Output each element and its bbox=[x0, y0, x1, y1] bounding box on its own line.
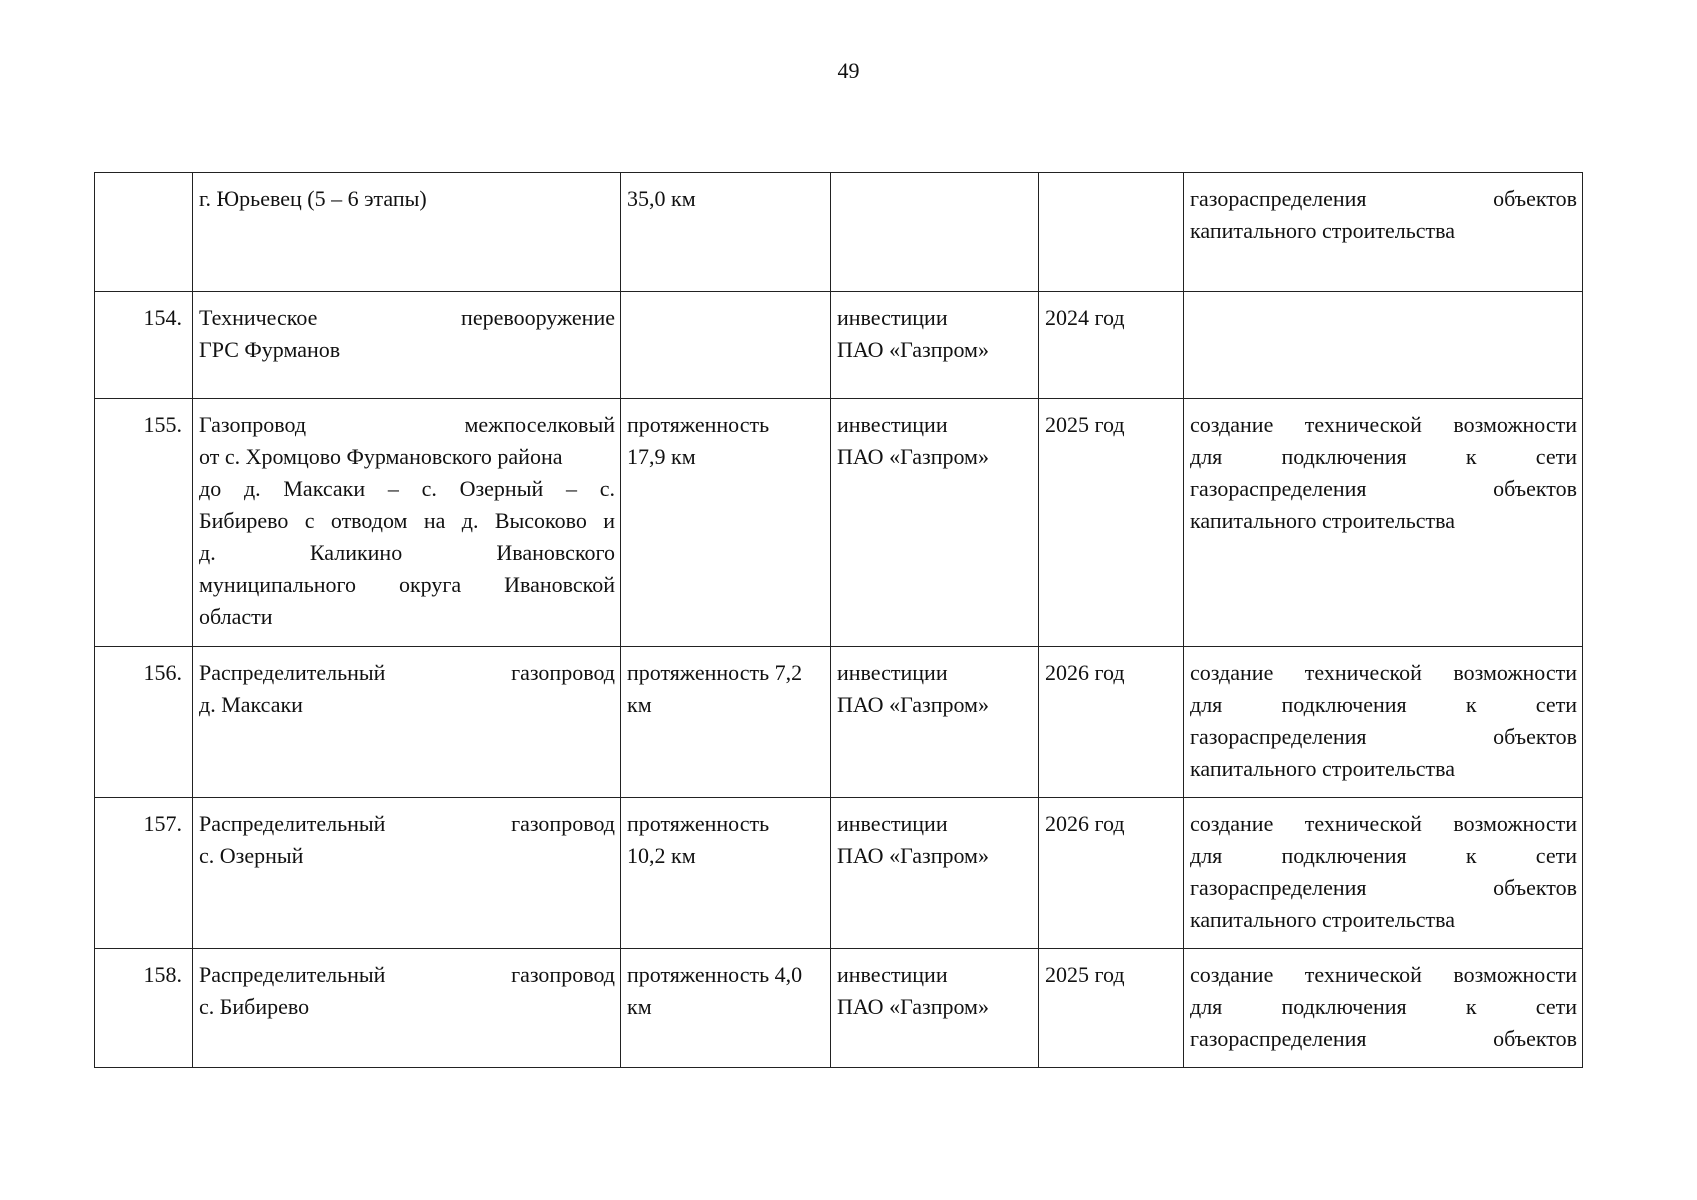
length-cell bbox=[621, 292, 831, 399]
length-cell-line: протяженность 4,0 bbox=[627, 962, 803, 987]
purpose-cell-line: для подключения к сети bbox=[1190, 444, 1577, 469]
purpose-cell-line: газораспределения объектов bbox=[1190, 724, 1577, 749]
object-name-cell-line: Распределительный газопровод bbox=[199, 811, 615, 836]
length-cell-line: км bbox=[627, 692, 652, 717]
length-cell-line: 35,0 км bbox=[627, 186, 696, 211]
row-number: 157. bbox=[95, 798, 193, 949]
length-cell bbox=[621, 647, 831, 798]
length-cell bbox=[621, 173, 831, 292]
year-cell bbox=[1039, 173, 1184, 292]
funding-source-cell-line: инвестиции bbox=[837, 962, 948, 987]
page-number: 49 bbox=[837, 58, 860, 83]
funding-source-cell-line: ПАО «Газпром» bbox=[837, 444, 989, 469]
purpose-cell-line: газораспределения объектов bbox=[1190, 476, 1577, 501]
object-name-cell-line: д. Каликино Ивановского bbox=[199, 540, 615, 565]
purpose-cell bbox=[1184, 173, 1583, 292]
purpose-cell-line: для подключения к сети bbox=[1190, 994, 1577, 1019]
purpose-cell-line: создание технической возможности bbox=[1190, 962, 1577, 987]
purpose-cell-line: создание технической возможности bbox=[1190, 811, 1577, 836]
funding-source-cell bbox=[831, 399, 1039, 647]
object-name-cell-line: д. Максаки bbox=[199, 692, 303, 717]
purpose-cell bbox=[1184, 798, 1583, 949]
object-name-cell bbox=[193, 292, 621, 399]
object-name-cell-line: Распределительный газопровод bbox=[199, 962, 615, 987]
purpose-cell-line: капитального строительства bbox=[1190, 907, 1456, 932]
length-cell bbox=[621, 399, 831, 647]
length-cell-line: 10,2 км bbox=[627, 843, 696, 868]
purpose-cell bbox=[1184, 399, 1583, 647]
object-name-cell-line: ГРС Фурманов bbox=[199, 337, 341, 362]
object-name-cell bbox=[193, 647, 621, 798]
purpose-cell-line: газораспределения объектов bbox=[1190, 186, 1577, 211]
table-row bbox=[95, 647, 1583, 798]
row-number: 156. bbox=[95, 647, 193, 798]
table-row bbox=[95, 949, 1583, 1068]
funding-source-cell bbox=[831, 798, 1039, 949]
object-name-cell-line: Бибирево с отводом на д. Высоково и bbox=[199, 508, 615, 533]
purpose-cell-line: газораспределения объектов bbox=[1190, 875, 1577, 900]
funding-source-cell bbox=[831, 949, 1039, 1068]
length-cell-line: протяженность 7,2 bbox=[627, 660, 803, 685]
gas-projects-table bbox=[94, 172, 1583, 1068]
funding-source-cell-line: ПАО «Газпром» bbox=[837, 692, 989, 717]
year-cell: 2025 год bbox=[1039, 399, 1184, 647]
object-name-cell-line: до д. Максаки – с. Озерный – с. bbox=[199, 476, 615, 501]
row-number: 154. bbox=[95, 292, 193, 399]
year-cell: 2024 год bbox=[1039, 292, 1184, 399]
table-row bbox=[95, 798, 1583, 949]
purpose-cell-line: капитального строительства bbox=[1190, 218, 1456, 243]
length-cell bbox=[621, 798, 831, 949]
length-cell bbox=[621, 949, 831, 1068]
funding-source-cell-line: ПАО «Газпром» bbox=[837, 994, 989, 1019]
funding-source-cell-line: инвестиции bbox=[837, 811, 948, 836]
purpose-cell bbox=[1184, 647, 1583, 798]
funding-source-cell-line: инвестиции bbox=[837, 305, 948, 330]
table-row bbox=[95, 399, 1583, 647]
object-name-cell bbox=[193, 949, 621, 1068]
funding-source-cell bbox=[831, 292, 1039, 399]
purpose-cell-line: создание технической возможности bbox=[1190, 660, 1577, 685]
object-name-cell-line: от с. Хромцово Фурмановского района bbox=[199, 444, 563, 469]
year-cell: 2026 год bbox=[1039, 798, 1184, 949]
funding-source-cell-line: ПАО «Газпром» bbox=[837, 337, 989, 362]
object-name-cell-line: с. Озерный bbox=[199, 843, 304, 868]
object-name-cell-line: г. Юрьевец (5 – 6 этапы) bbox=[199, 186, 427, 211]
purpose-cell-line: капитального строительства bbox=[1190, 756, 1456, 781]
object-name-cell-line: с. Бибирево bbox=[199, 994, 310, 1019]
length-cell-line: км bbox=[627, 994, 652, 1019]
purpose-cell-line: капитального строительства bbox=[1190, 508, 1456, 533]
object-name-cell-line: Техническое перевооружение bbox=[199, 305, 615, 330]
length-cell-line: протяженность bbox=[627, 811, 770, 836]
length-cell-line: 17,9 км bbox=[627, 444, 696, 469]
funding-source-cell-line: ПАО «Газпром» bbox=[837, 843, 989, 868]
table-row bbox=[95, 173, 1583, 292]
table-body bbox=[95, 173, 1583, 1068]
object-name-cell-line: Газопровод межпоселковый bbox=[199, 412, 615, 437]
row-number: 158. bbox=[95, 949, 193, 1068]
funding-source-cell bbox=[831, 647, 1039, 798]
funding-source-cell-line: инвестиции bbox=[837, 412, 948, 437]
purpose-cell-line: создание технической возможности bbox=[1190, 412, 1577, 437]
purpose-cell-line: для подключения к сети bbox=[1190, 692, 1577, 717]
object-name-cell bbox=[193, 399, 621, 647]
object-name-cell-line: муниципального округа Ивановской bbox=[199, 572, 615, 597]
length-cell-line: протяженность bbox=[627, 412, 770, 437]
object-name-cell-line: области bbox=[199, 604, 273, 629]
purpose-cell-line: газораспределения объектов bbox=[1190, 1026, 1577, 1051]
table-row bbox=[95, 292, 1583, 399]
object-name-cell bbox=[193, 173, 621, 292]
purpose-cell bbox=[1184, 949, 1583, 1068]
purpose-cell bbox=[1184, 292, 1583, 399]
year-cell: 2025 год bbox=[1039, 949, 1184, 1068]
row-number bbox=[95, 173, 193, 292]
year-cell: 2026 год bbox=[1039, 647, 1184, 798]
object-name-cell-line: Распределительный газопровод bbox=[199, 660, 615, 685]
purpose-cell-line: для подключения к сети bbox=[1190, 843, 1577, 868]
funding-source-cell-line: инвестиции bbox=[837, 660, 948, 685]
funding-source-cell bbox=[831, 173, 1039, 292]
row-number: 155. bbox=[95, 399, 193, 647]
object-name-cell bbox=[193, 798, 621, 949]
